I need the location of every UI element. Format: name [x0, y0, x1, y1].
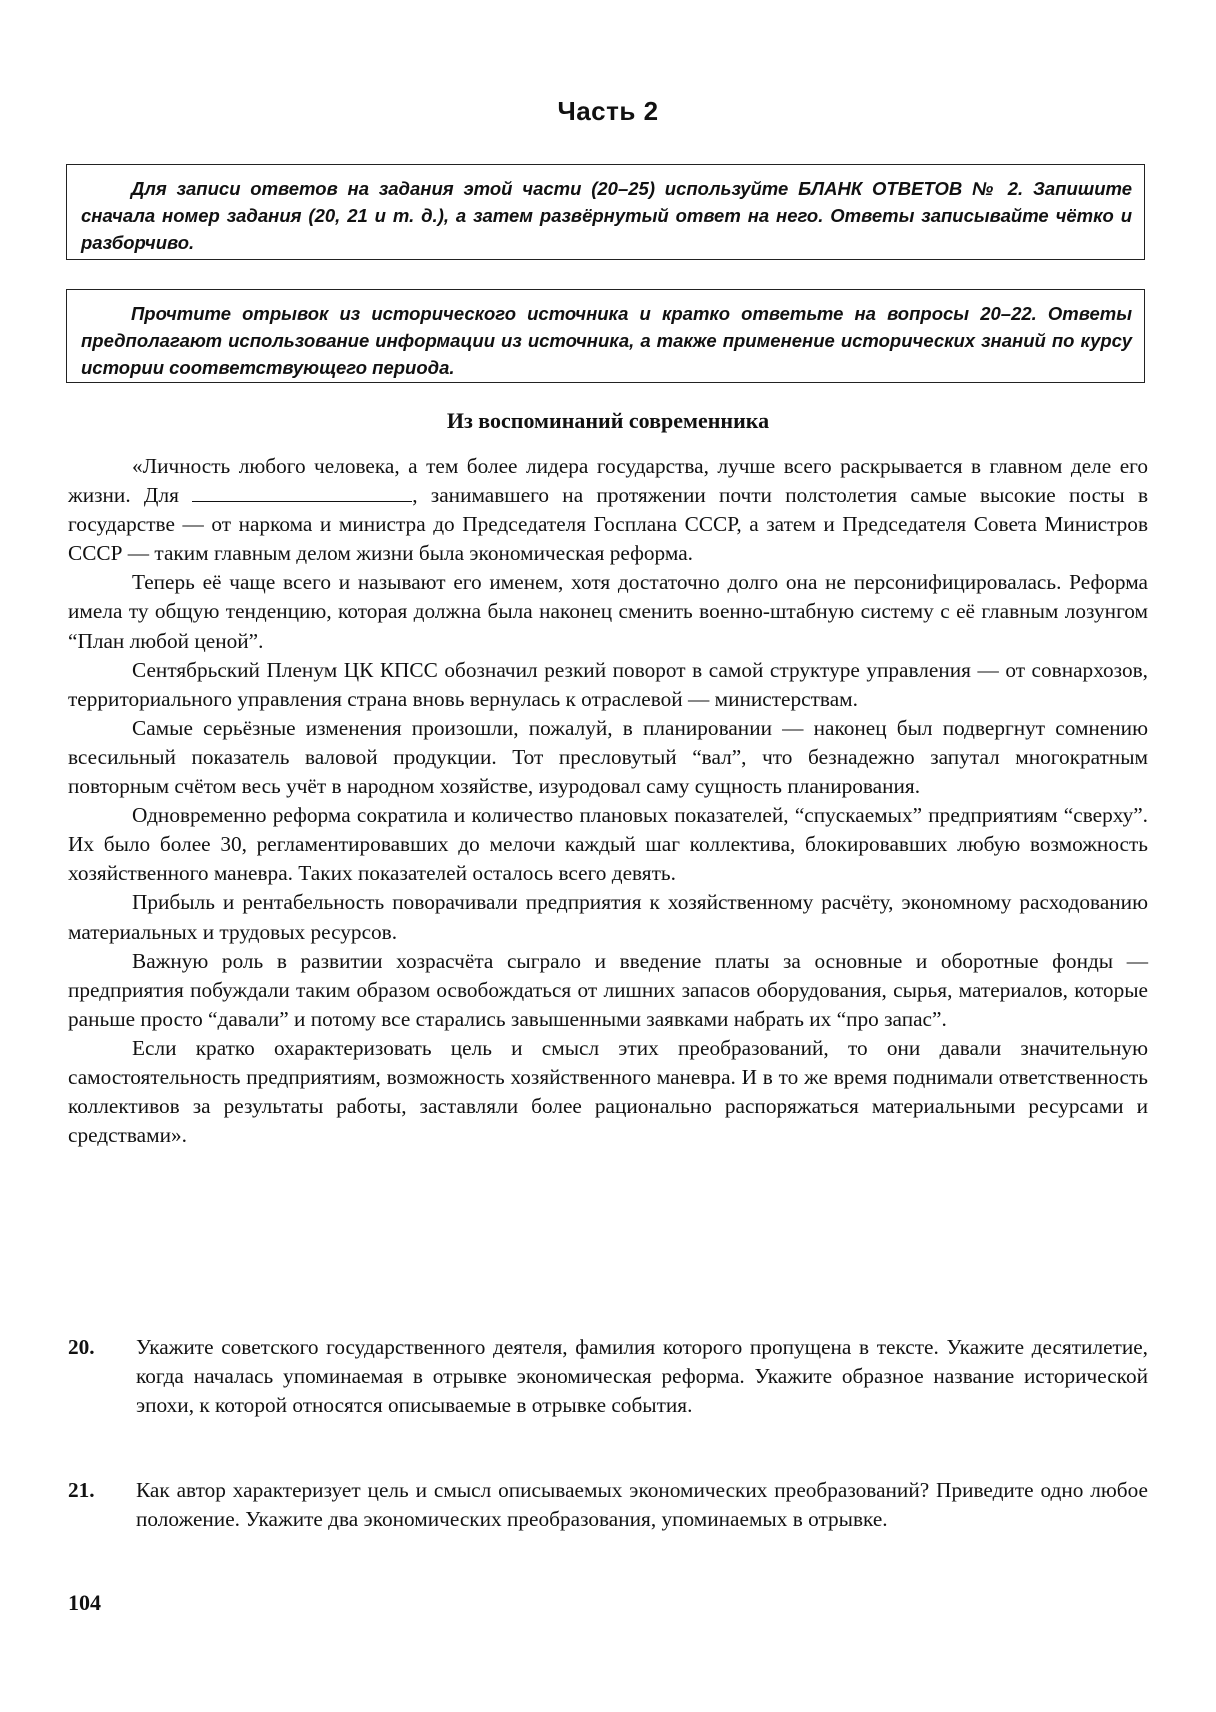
- source-paragraph: Если кратко охарактеризовать цель и смысл этих преобразований, то они давали значительную самостоятельность предприятиям, возможность хозяйственного маневра. И в то же время поднимали ответственность коллективов за результаты работы, заставляли более рационально распоряжаться материальными ресурсами и средствами».: [68, 1035, 1148, 1148]
- source-paragraph: Теперь её чаще всего и называют его именем, хотя достаточно долго она не персонифицировалась. Реформа имела ту общую тенденцию, которая должна была наконец сменить военно-штабную систему с её главным лозунгом “План любой ценой”.: [68, 570, 1148, 653]
- page-number: 104: [68, 1590, 101, 1615]
- part-title: Часть 2: [557, 96, 659, 126]
- question-text: Как автор характеризует цель и смысл описываемых экономических преобразований? Приведите одно любое положение. Укажите два экономических преобразования, упоминаемых в отрывке.: [136, 1478, 1148, 1531]
- paragraph-text: «Личность любого человека, а тем более лидера государства, лучше всего раскрывается в главном деле его жизни. Для: [68, 454, 1148, 508]
- paragraph-text: , занимавшего на протяжении почти полстолетия самые высокие посты в государстве — от наркома и министра до Председателя Госплана СССР, а затем и Председателя Совета Министров СССР — таким главным делом жизни была экономическая реформа.: [68, 483, 1148, 566]
- source-instruction-box: Прочтите отрывок из исторического источника и кратко ответьте на вопросы 20–22. Ответы предполагают использование информации из источника, а также применение исторических знаний по курсу истории соответствующего периода.: [66, 289, 1145, 383]
- source-paragraph: Важную роль в развитии хозрасчёта сыграло и введение платы за основные и оборотные фонды — предприятия побуждали таким образом освобождаться от лишних запасов оборудования, сырья, материалов, которые раньше просто “давали” и потому все старались завышенными заявками набрать их “про запас”.: [68, 948, 1148, 1031]
- question-text: Укажите советского государственного деятеля, фамилия которого пропущена в тексте. Укажите десятилетие, когда началась упоминаемая в отрывке экономическая реформа. Укажите образное название исторической эпохи, к которой относятся описываемые в отрывке события.: [136, 1335, 1148, 1417]
- instruction-box: Для записи ответов на задания этой части (20–25) используйте БЛАНК ОТВЕТОВ № 2. Запишите сначала номер задания (20, 21 и т. д.), а затем развёрнутый ответ на него. Ответы записывайте чётко и разборчиво.: [66, 164, 1145, 260]
- source-paragraph: Одновременно реформа сократила и количество плановых показателей, “спускаемых” предприятиям “сверху”. Их было более 30, регламентировавших до мелочи каждый шаг коллектива, блокировавших любую возможность хозяйственного маневра. Таких показателей осталось всего девять.: [68, 803, 1148, 886]
- source-paragraph: Самые серьёзные изменения произошли, пожалуй, в планировании — наконец был подвергнут сомнению всесильный показатель валовой продукции. Тот пресловутый “вал”, что безнадежно запутал многократным повторным счётом весь учёт в народном хозяйстве, изуродовал саму сущность планирования.: [68, 715, 1148, 799]
- answer-blank: [192, 485, 412, 502]
- source-title: Из воспоминаний современника: [446, 408, 770, 433]
- question-20: [68, 1333, 1148, 1420]
- source-text: [68, 452, 1148, 1150]
- source-paragraph: [68, 452, 1148, 568]
- question-number: 20.: [68, 1335, 95, 1359]
- source-paragraph: Сентябрьский Пленум ЦК КПСС обозначил резкий поворот в самой структуре управления — от совнархозов, территориального управления страна вновь вернулась к отраслевой — министерствам.: [68, 657, 1148, 711]
- question-21: [68, 1476, 1148, 1534]
- source-paragraph: Прибыль и рентабельность поворачивали предприятия к хозяйственному расчёту, экономному расходованию материальных и трудовых ресурсов.: [68, 890, 1148, 944]
- question-number: 21.: [68, 1478, 95, 1502]
